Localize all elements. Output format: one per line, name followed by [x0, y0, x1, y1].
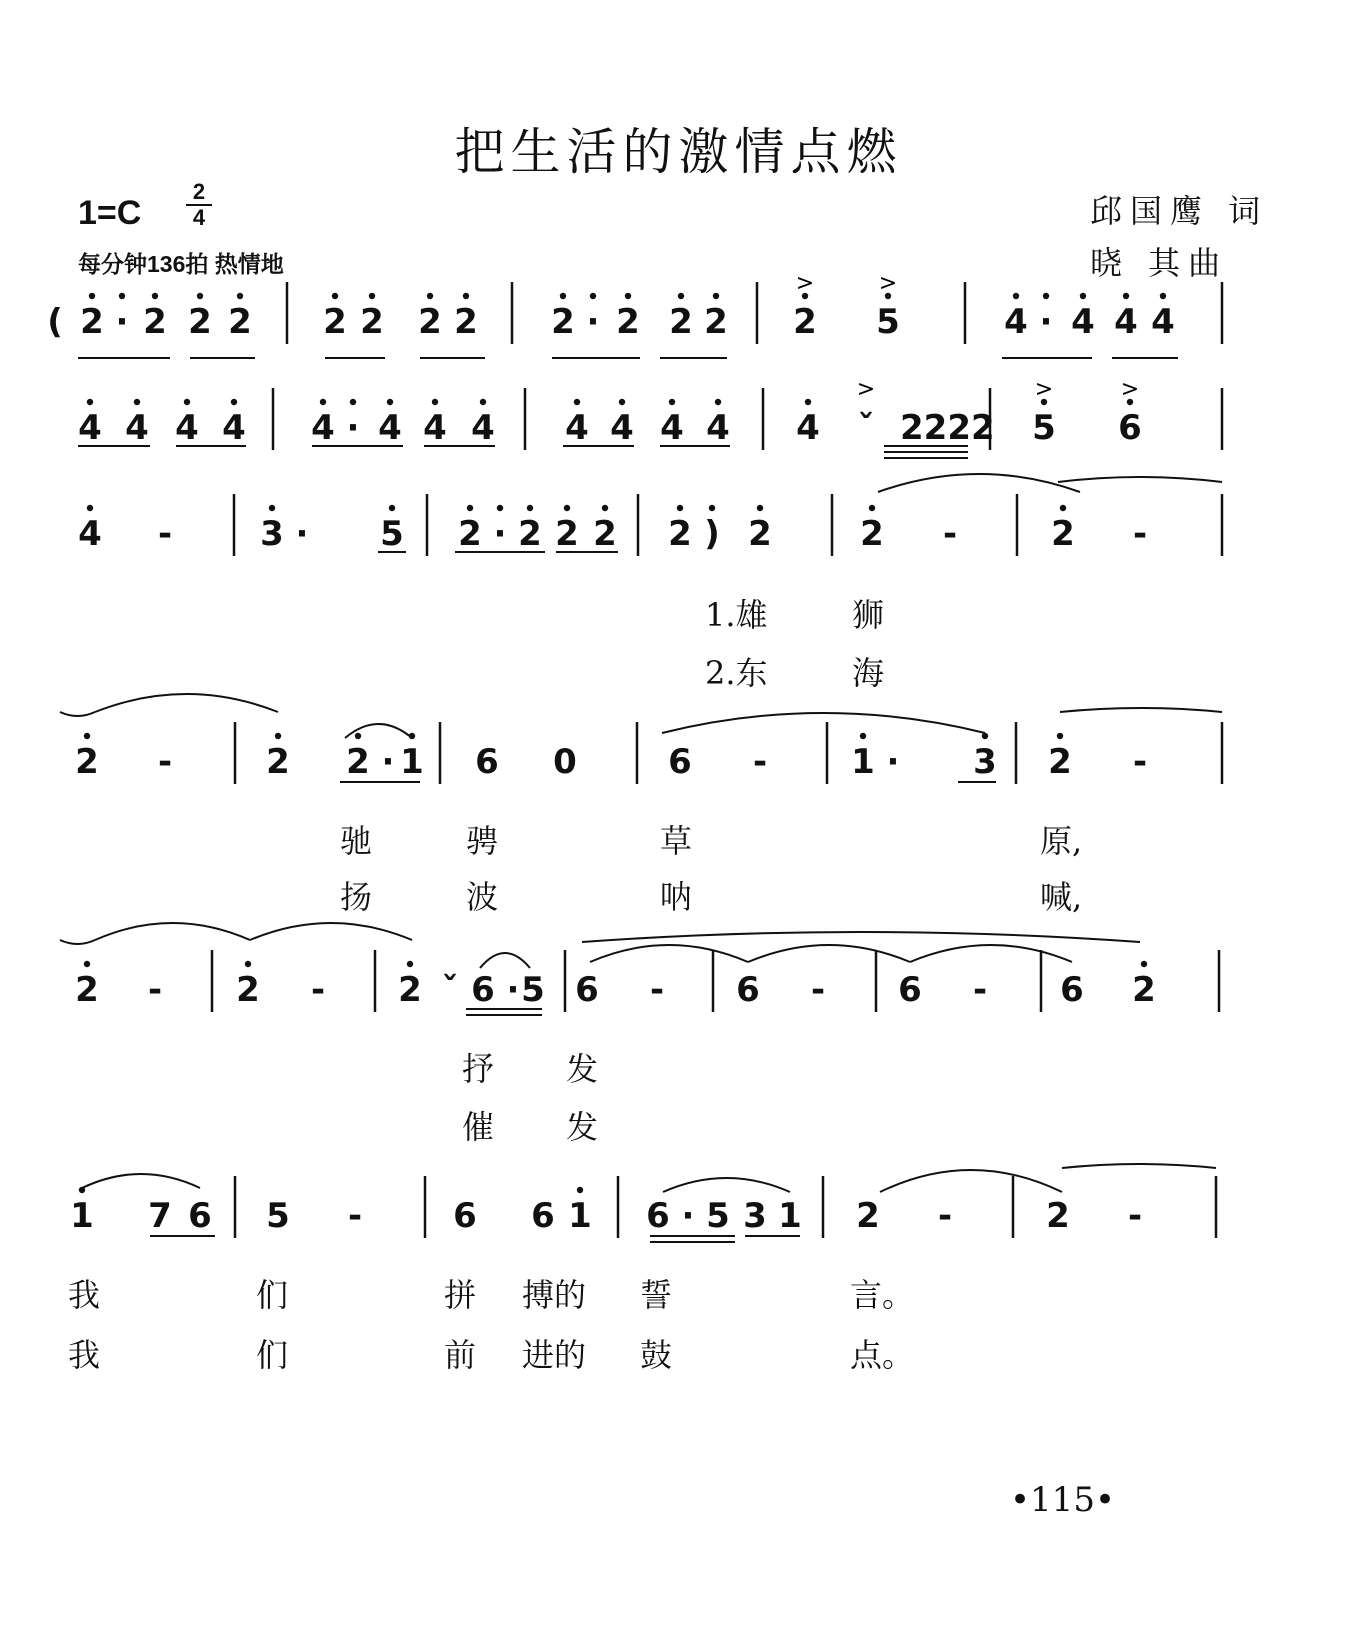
note: - [147, 970, 163, 1010]
octave-dot [564, 505, 570, 511]
lyric-syllable: 我 [68, 1276, 101, 1314]
note: 3 [260, 514, 284, 554]
lyric-syllable: 点。 [850, 1336, 915, 1374]
tie [1062, 1164, 1216, 1168]
octave-dot [87, 505, 93, 511]
lyric-syllable: 鼓 [640, 1336, 673, 1374]
lyric-syllable: 2.东 [705, 654, 768, 692]
key-signature: 1=C [78, 194, 142, 232]
slur [480, 953, 530, 968]
note: ˇ [441, 970, 459, 1010]
slur [663, 1178, 790, 1192]
note: 0 [553, 742, 577, 782]
accent-mark: > [856, 377, 876, 402]
lyric-syllable: 拼 [444, 1276, 477, 1314]
tie [95, 694, 278, 712]
note: 1 [400, 742, 424, 782]
note: 4 [78, 514, 102, 554]
note: 6 [531, 1196, 555, 1236]
octave-dot [1080, 293, 1086, 299]
note: 2 [360, 302, 384, 342]
song-title: 把生活的激情点燃 [454, 123, 903, 181]
tie [1058, 477, 1222, 482]
note: ) [704, 514, 720, 554]
octave-dot [152, 293, 158, 299]
lyric-syllable: 喊, [1040, 878, 1083, 916]
note: - [972, 970, 988, 1010]
note: 2 [346, 742, 370, 782]
octave-dot [860, 733, 866, 739]
note: 4 [1151, 302, 1175, 342]
note: 1 [70, 1196, 94, 1236]
note: - [1132, 742, 1148, 782]
note: 2222 [900, 408, 995, 448]
note: 2 [75, 970, 99, 1010]
octave-dot [982, 733, 988, 739]
note: 4 [175, 408, 199, 448]
note: 4 [423, 408, 447, 448]
page-number: •115• [1010, 1480, 1116, 1520]
slur [82, 1174, 200, 1188]
note: 2 [323, 302, 347, 342]
octave-dot [134, 399, 140, 405]
tie [748, 945, 910, 962]
octave-dot [463, 293, 469, 299]
octave-dot [87, 399, 93, 405]
note: 5 [521, 970, 545, 1010]
note: · [295, 514, 309, 554]
lyric-syllable: 们 [256, 1336, 289, 1374]
note: 2 [748, 514, 772, 554]
octave-dot [713, 293, 719, 299]
octave-dot [709, 505, 715, 511]
octave-dot [1141, 961, 1147, 967]
lyric-syllable: 誓 [640, 1276, 673, 1314]
note: - [937, 1196, 953, 1236]
octave-dot [805, 399, 811, 405]
octave-dot [677, 505, 683, 511]
lyric-syllable: 我 [68, 1336, 101, 1374]
note: 6 [575, 970, 599, 1010]
note: 4 [610, 408, 634, 448]
note: 3 [743, 1196, 767, 1236]
octave-dot [560, 293, 566, 299]
note: 4 [78, 408, 102, 448]
lyric-syllable: 进的 [522, 1336, 587, 1374]
note: · [381, 742, 395, 782]
octave-dot [237, 293, 243, 299]
lyric-syllable: 1.雄 [705, 596, 768, 634]
note: 2 [143, 302, 167, 342]
octave-dot [757, 505, 763, 511]
lyric-syllable: 驰 [340, 822, 373, 860]
octave-dot [119, 293, 125, 299]
note: - [810, 970, 826, 1010]
accent-mark: > [878, 271, 898, 296]
note: 4 [125, 408, 149, 448]
octave-dot [355, 733, 361, 739]
octave-dot [275, 733, 281, 739]
octave-dot [427, 293, 433, 299]
time-signature-bottom: 4 [192, 205, 206, 230]
note: 2 [593, 514, 617, 554]
accent-mark: > [795, 271, 815, 296]
octave-dot [1160, 293, 1166, 299]
octave-dot [84, 733, 90, 739]
note: - [1127, 1196, 1143, 1236]
note: 2 [398, 970, 422, 1010]
octave-dot [869, 505, 875, 511]
note: - [1132, 514, 1148, 554]
note: 6 [453, 1196, 477, 1236]
lyric-syllable: 草 [660, 822, 693, 860]
octave-dot [1123, 293, 1129, 299]
octave-dot [245, 961, 251, 967]
octave-dot [574, 399, 580, 405]
note: 4 [378, 408, 402, 448]
accent-mark: > [1120, 377, 1140, 402]
note: · [586, 302, 600, 342]
note: 4 [565, 408, 589, 448]
octave-dot [669, 399, 675, 405]
lyric-syllable: 原, [1040, 822, 1083, 860]
note: 4 [1004, 302, 1028, 342]
octave-dot [387, 399, 393, 405]
octave-dot [527, 505, 533, 511]
note: 5 [706, 1196, 730, 1236]
composer-credit: 晓 其曲 [1090, 244, 1229, 282]
octave-dot [1057, 733, 1063, 739]
note: 4 [706, 408, 730, 448]
note: 6 [475, 742, 499, 782]
note: 2 [1132, 970, 1156, 1010]
note: · [886, 742, 900, 782]
octave-dot [197, 293, 203, 299]
octave-dot [332, 293, 338, 299]
note: 2 [555, 514, 579, 554]
tie [250, 923, 412, 940]
note: 2 [669, 302, 693, 342]
lyric-syllable: 抒 [462, 1050, 495, 1088]
lyric-syllable: 波 [466, 878, 499, 916]
lyric-syllable: 呐 [660, 878, 693, 916]
octave-dot [625, 293, 631, 299]
lyric-syllable: 前 [444, 1336, 477, 1374]
note: 6 [1118, 408, 1142, 448]
note: 2 [856, 1196, 880, 1236]
octave-dot [467, 505, 473, 511]
octave-dot [184, 399, 190, 405]
tie [60, 940, 95, 944]
note: 5 [380, 514, 404, 554]
note: 2 [616, 302, 640, 342]
octave-dot [1013, 293, 1019, 299]
slur [582, 932, 1140, 942]
note: 2 [1051, 514, 1075, 554]
note: - [310, 970, 326, 1010]
lyric-syllable: 搏的 [522, 1276, 587, 1314]
octave-dot [407, 961, 413, 967]
accent-mark: > [1034, 377, 1054, 402]
note: 6 [1060, 970, 1084, 1010]
note: 1 [851, 742, 875, 782]
note: 6 [736, 970, 760, 1010]
octave-dot [269, 505, 275, 511]
tempo-marking: 每分钟136拍 热情地 [78, 251, 284, 277]
note: 2 [1048, 742, 1072, 782]
lyric-syllable: 骋 [466, 822, 499, 860]
note: 1 [568, 1196, 592, 1236]
note: 2 [860, 514, 884, 554]
note: - [157, 742, 173, 782]
lyric-syllable: 言。 [850, 1276, 915, 1314]
octave-dot [577, 1187, 583, 1193]
lyric-syllable: 狮 [852, 596, 885, 634]
note: 2 [668, 514, 692, 554]
note: · [493, 514, 507, 554]
note: 2 [188, 302, 212, 342]
octave-dot [389, 505, 395, 511]
note: 2 [704, 302, 728, 342]
note: 4 [660, 408, 684, 448]
note: 2 [236, 970, 260, 1010]
note: 4 [471, 408, 495, 448]
note: 5 [1032, 408, 1056, 448]
octave-dot [432, 399, 438, 405]
note: 2 [80, 302, 104, 342]
note: 5 [266, 1196, 290, 1236]
note: 4 [796, 408, 820, 448]
note: 2 [75, 742, 99, 782]
note: 1 [778, 1196, 802, 1236]
octave-dot [84, 961, 90, 967]
lyric-syllable: 扬 [340, 878, 373, 916]
note: 4 [1071, 302, 1095, 342]
note: · [1039, 302, 1053, 342]
octave-dot [619, 399, 625, 405]
note: 2 [228, 302, 252, 342]
octave-dot [350, 399, 356, 405]
lyricist-credit: 邱国鹰 词 [1090, 192, 1269, 230]
octave-dot [369, 293, 375, 299]
note: ˇ [857, 408, 875, 448]
note: 5 [876, 302, 900, 342]
note: 6 [471, 970, 495, 1010]
octave-dot [1043, 293, 1049, 299]
note: · [681, 1196, 695, 1236]
lyric-syllable: 发 [566, 1108, 599, 1146]
note: · [346, 408, 360, 448]
tie [590, 945, 748, 962]
note: 7 [148, 1196, 172, 1236]
note: 2 [418, 302, 442, 342]
note: 6 [646, 1196, 670, 1236]
note: 6 [188, 1196, 212, 1236]
note: 2 [793, 302, 817, 342]
lyric-syllable: 发 [566, 1050, 599, 1088]
octave-dot [89, 293, 95, 299]
note: 3 [973, 742, 997, 782]
tie [1060, 708, 1222, 712]
tie [878, 474, 1080, 492]
octave-dot [715, 399, 721, 405]
note: 2 [458, 514, 482, 554]
note: 4 [222, 408, 246, 448]
note: 2 [266, 742, 290, 782]
note: 6 [898, 970, 922, 1010]
note: 2 [551, 302, 575, 342]
tie [910, 945, 1072, 962]
lyric-syllable: 们 [256, 1276, 289, 1314]
octave-dot [231, 399, 237, 405]
time-signature-top: 2 [192, 179, 206, 204]
note: - [942, 514, 958, 554]
note: - [347, 1196, 363, 1236]
octave-dot [480, 399, 486, 405]
octave-dot [590, 293, 596, 299]
note: ( [47, 302, 63, 342]
octave-dot [602, 505, 608, 511]
note: 4 [311, 408, 335, 448]
tie [662, 713, 985, 733]
note: · [115, 302, 129, 342]
octave-dot [497, 505, 503, 511]
octave-dot [1060, 505, 1066, 511]
tie [880, 1170, 1062, 1192]
note: - [649, 970, 665, 1010]
note: 2 [518, 514, 542, 554]
note: - [752, 742, 768, 782]
octave-dot [320, 399, 326, 405]
note: 2 [454, 302, 478, 342]
lyric-syllable: 催 [462, 1108, 495, 1146]
lyric-syllable: 海 [852, 654, 885, 692]
note: 2 [1046, 1196, 1070, 1236]
note: 4 [1114, 302, 1138, 342]
note: · [506, 970, 520, 1010]
octave-dot [678, 293, 684, 299]
tie [95, 923, 250, 940]
note: 6 [668, 742, 692, 782]
tie [60, 712, 95, 716]
note: - [157, 514, 173, 554]
